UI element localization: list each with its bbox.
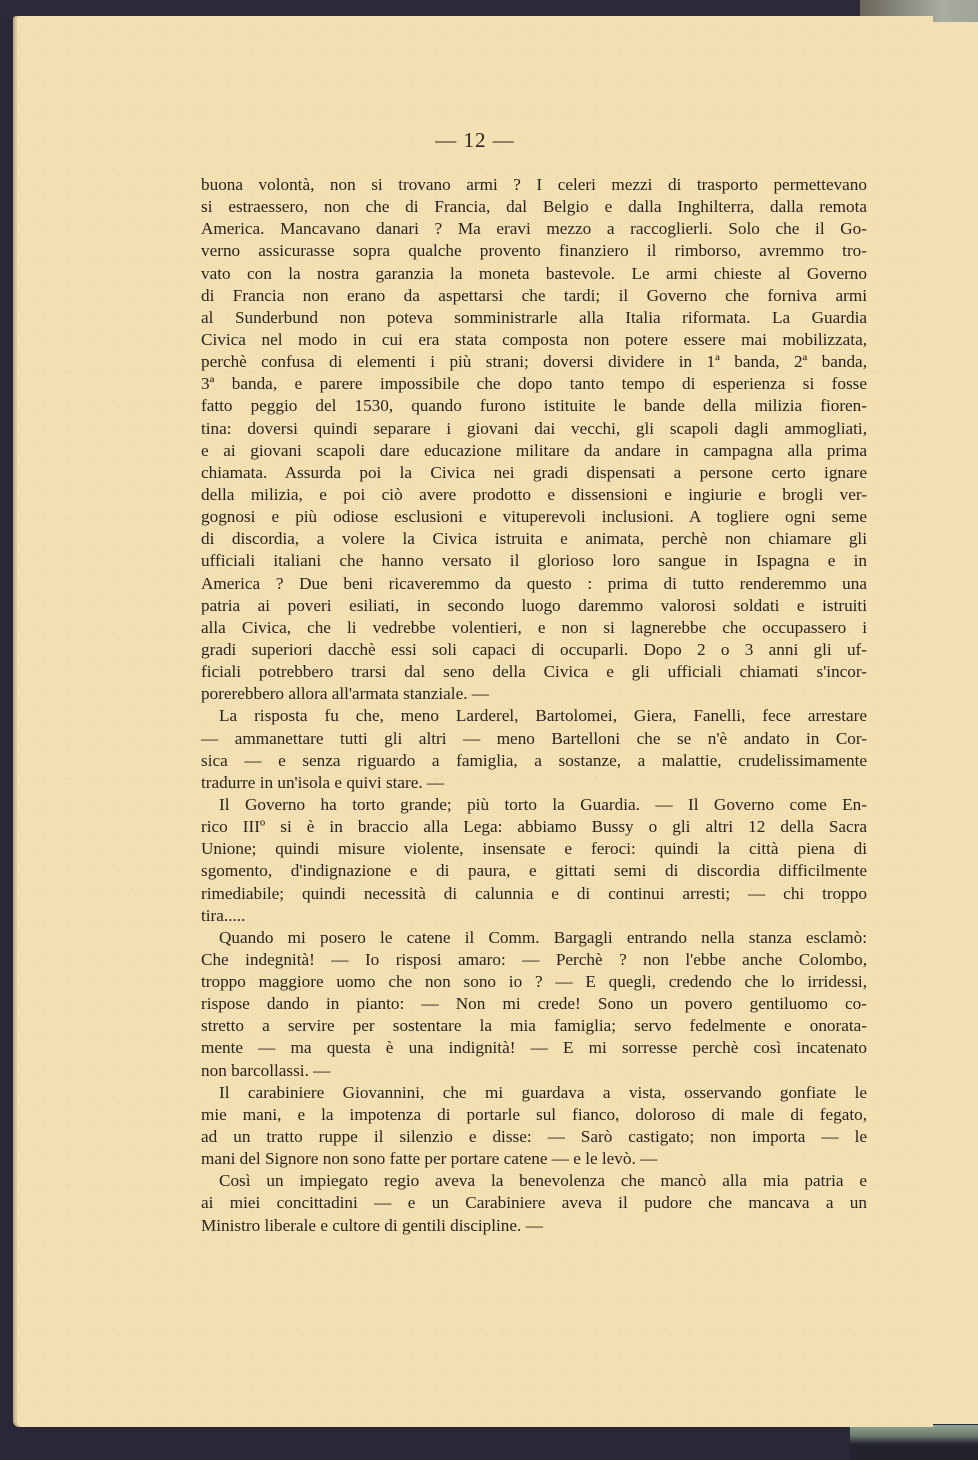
- text-line: rispose dando in pianto: — Non mi crede! Sono un povero gentiluomo co-: [201, 994, 867, 1014]
- text-line: fatto peggio del 1530, quando furono istituite le bande della milizia fioren-: [201, 396, 867, 416]
- book-page: [17, 16, 933, 1427]
- text-line: si estraessero, non che di Francia, dal Belgio e dalla Inghilterra, dalla remota: [201, 197, 867, 217]
- text-line: — ammanettare tutti gli altri — meno Bartelloni che se n'è andato in Cor-: [201, 728, 867, 748]
- text-line: porerebbero allora all'armata stanziale. —: [201, 684, 489, 704]
- text-line: mie mani, e la impotenza di portarle sul fianco, doloroso di male di fegato,: [201, 1104, 867, 1124]
- text-line: verno assicurasse sopra qualche provento finanziero il rimborso, avremmo tro-: [201, 241, 867, 261]
- text-line: buona volontà, non si trovano armi ? I celeri mezzi di trasporto permettevano: [201, 175, 867, 194]
- text-line: di Francia non erano da aspettarsi che tardi; il Governo che forniva armi: [201, 285, 867, 305]
- paragraph-start: Il Governo ha torto grande; più torto la Guardia. — Il Governo come En-: [219, 794, 867, 814]
- text-line: chiamata. Assurda poi la Civica nei gradi dispensati a persone certo ignare: [201, 462, 867, 482]
- text-line: Unione; quindi misure violente, insensate e feroci: quindi la città piena di: [201, 839, 867, 859]
- text-line: vato con la nostra garanzia la moneta bastevole. Le armi chieste al Governo: [201, 263, 867, 283]
- text-line: Civica nel modo in cui era stata composta non potere essere mai mobilizzata,: [201, 329, 867, 349]
- text-line: sgomento, d'indignazione e di paura, e gittati semi di discordia difficilmente: [201, 861, 867, 881]
- text-line: ufficiali italiani che hanno versato il glorioso loro sangue in Ispagna e in: [201, 551, 867, 571]
- text-line: tradurre in un'isola e quivi stare. —: [201, 772, 445, 792]
- paragraph-start: Così un impiegato regio aveva la benevolenza che mancò alla mia patria e: [219, 1171, 867, 1191]
- text-line: sica — e senza riguardo a famiglia, a sostanze, a malattie, crudelissimamente: [201, 750, 867, 770]
- text-line: mente — ma questa è una indignità! — E mi sorresse perchè così incatenato: [201, 1038, 867, 1058]
- text-line: gradi superiori dacchè essi soli capaci di occuparli. Dopo 2 o 3 anni gli uf-: [201, 639, 867, 659]
- text-line: gognosi e più odiose esclusioni e vituperevoli inclusioni. A togliere ogni seme: [201, 507, 867, 527]
- text-line: rimediabile; quindi necessità di calunnia e di continui arresti; — chi troppo: [201, 883, 867, 903]
- text-line: di discordia, a volere la Civica istruita e animata, perchè non chiamare gli: [201, 529, 867, 549]
- text-line: ai miei concittadini — e un Carabiniere aveva il pudore che mancava a un: [201, 1193, 867, 1213]
- text-line: non barcollassi. —: [201, 1060, 331, 1080]
- paragraph-start: Quando mi posero le catene il Comm. Bargagli entrando nella stanza esclamò:: [219, 927, 867, 947]
- adjacent-page-edge: [931, 22, 978, 1424]
- text-line: perchè confusa di elementi i più strani; doversi dividere in 1ª banda, 2ª banda,: [201, 352, 867, 372]
- text-line: alla Civica, che li vedrebbe volentieri, e non si lagnerebbe che occupassero i: [201, 617, 867, 637]
- text-line: mani del Signore non sono fatte per portare catene — e le levò. —: [201, 1149, 658, 1169]
- text-line: troppo maggiore uomo che non sono io ? — E quegli, credendo che lo irridessi,: [201, 972, 867, 992]
- text-line: tina: doversi quindi separare i giovani dai vecchi, gli scapoli dagli ammogliati,: [201, 418, 867, 438]
- text-line: stretto a servire per sostentare la mia famiglia; servo fedelmente e onorata-: [201, 1016, 867, 1036]
- binding-strip-bottom: [850, 1425, 978, 1460]
- paragraph-start: Il carabiniere Giovannini, che mi guardava a vista, osservando gonfiate le: [219, 1082, 867, 1102]
- text-line: ficiali potrebbero trarsi dal seno della Civica e gli ufficiali chiamati s'incor-: [201, 662, 867, 682]
- text-line: Ministro liberale e cultore di gentili discipline. —: [201, 1215, 543, 1235]
- text-line: patria ai poveri esiliati, in secondo luogo daremmo valorosi soldati e istruiti: [201, 595, 867, 615]
- page-number: — 12 —: [435, 128, 515, 152]
- text-line: America. Mancavano danari ? Ma eravi mezzo a raccoglierli. Solo che il Go-: [201, 219, 867, 239]
- text-line: al Sunderbund non poteva somministrarle alla Italia riformata. La Guardia: [201, 307, 867, 327]
- body-text: [201, 174, 867, 1237]
- text-line: della milizia, e poi ciò avere prodotto e dissensioni e ingiurie e brogli ver-: [201, 484, 867, 504]
- text-line: 3ª banda, e parere impossibile che dopo tanto tempo di esperienza si fosse: [201, 374, 867, 394]
- text-line: e ai giovani scapoli dare educazione militare da andare in campagna alla prima: [201, 440, 867, 460]
- text-line: rico IIIº si è in braccio alla Lega: abbiamo Bussy o gli altri 12 della Sacra: [201, 817, 867, 837]
- text-line: Che indegnità! — Io risposi amaro: — Perchè ? non l'ebbe anche Colombo,: [201, 949, 867, 969]
- text-line: America ? Due beni ricaveremmo da questo : prima di tutto renderemmo una: [201, 573, 867, 593]
- text-line: ad un tratto ruppe il silenzio e disse: — Sarò castigato; non importa — le: [201, 1127, 867, 1147]
- paragraph-start: La risposta fu che, meno Larderel, Bartolomei, Giera, Fanelli, fece arrestare: [219, 706, 867, 726]
- text-line: tira.....: [201, 905, 246, 925]
